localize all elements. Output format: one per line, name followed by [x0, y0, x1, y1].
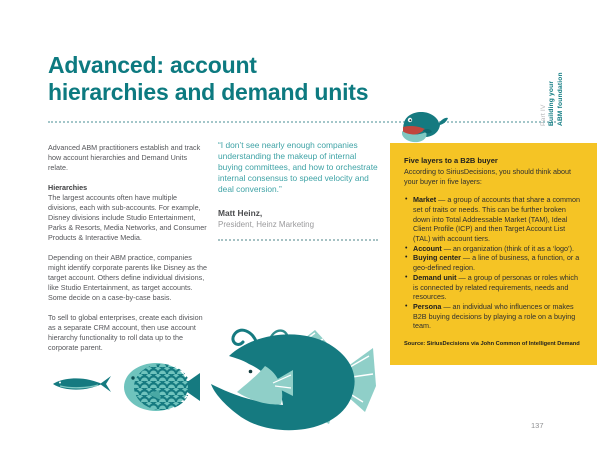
body-column [48, 143, 208, 363]
page-title-line1: Advanced: account [48, 52, 257, 78]
page-number: 137 [531, 421, 544, 430]
body-paragraph-2: Depending on their ABM practice, companies might identify corporate parents like Disney as the target account. Others define individual divisions, like Studio Entertainment, as target accounts. Some decide on a case-by-case basis. [48, 253, 208, 302]
pull-quote [218, 140, 381, 241]
side-label-part: Part IV [540, 104, 547, 126]
side-label-section-line2: ABM foundation [556, 72, 564, 126]
list-item-term: Buying center [413, 253, 461, 263]
anglerfish-icon [197, 322, 377, 434]
list-item-definition: — a line of business, a function, or a geo-defined region. [413, 253, 580, 273]
round-fish-icon [122, 360, 200, 412]
side-label-section-line1: Building your [548, 80, 556, 126]
small-fish-icon [52, 373, 112, 395]
list-item [404, 244, 583, 254]
list-item-definition: — a group of accounts that share a common set of traits or needs. This can be further broken down into Total Addressable Market (TAM), Ideal Client Profile (ICP) and then Target Account List (TAL) with account tiers. [413, 195, 580, 243]
page-title [48, 52, 488, 106]
callout-list [404, 195, 583, 331]
body-paragraph-3: To sell to global enterprises, create each division as a separate CRM account, then use account hierarchy functionality to roll data up to the corporate parent. [48, 313, 203, 352]
list-item-definition: — a group of personas or roles which is connected by related requirements, needs and resources. [413, 272, 578, 302]
callout-source: Source: SiriusDecisions via John Common of Intelligent Demand [404, 341, 580, 348]
quote-text: “I don’t see nearly enough companies understanding the makeup of internal buying committees, and how to orchestrate internal consensus to speed velocity and deal conversion.” [218, 140, 378, 194]
body-intro: Advanced ABM practitioners establish and track how account hierarchies and Demand Units relate. [48, 143, 201, 172]
list-item-term: Account [413, 243, 442, 253]
list-item-term: Persona [413, 301, 442, 311]
side-label [540, 48, 565, 126]
list-item [404, 302, 583, 331]
body-subheading: Hierarchies [48, 183, 88, 192]
page-title-line2: hierarchies and demand units [48, 79, 369, 105]
list-item [404, 195, 583, 244]
list-item-definition: — an organization (think of it as a ‘logo’). [441, 243, 574, 253]
list-item [404, 253, 583, 272]
callout-heading: Five layers to a B2B buyer [404, 156, 498, 165]
list-item-term: Demand unit [413, 272, 457, 282]
list-item [404, 273, 583, 302]
dotted-divider-quote [218, 239, 378, 241]
quote-author: Matt Heinz, [218, 208, 263, 218]
callout-intro: According to SiriusDecisions, you should think about your buyer in five layers: [404, 167, 572, 186]
dotted-divider-top [48, 121, 556, 123]
whale-icon [398, 109, 448, 145]
body-paragraph-1: The largest accounts often have multiple divisions, each with sub-accounts. For example, Disney divisions include Studio Entertainment, Parks & Resorts, Media Networks, and Consumer Products & Interactive Media. [48, 193, 207, 242]
quote-author-role: President, Heinz Marketing [218, 220, 315, 229]
callout-box [390, 143, 597, 365]
list-item-definition: — an individual who influences or makes B2B buying decisions by playing a role on a buying team. [413, 301, 576, 331]
list-item-term: Market [413, 195, 437, 205]
